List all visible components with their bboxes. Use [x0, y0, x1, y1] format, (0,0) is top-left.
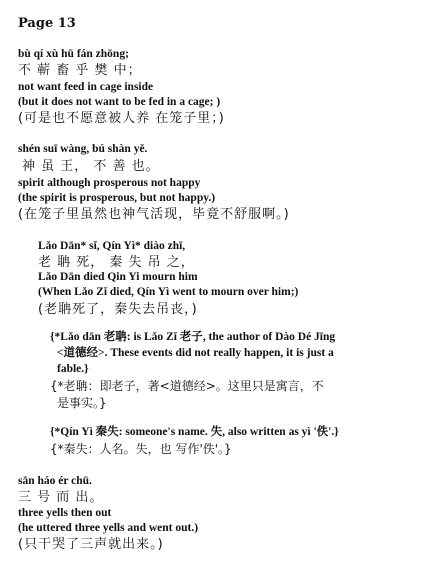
- chinese-line: 老 聃 死， 秦 失 吊 之，: [38, 255, 195, 270]
- translation-line: (he uttered three yells and went out.): [18, 522, 199, 534]
- translation-zh-line: (只干哭了三声就出来。): [18, 537, 164, 552]
- gloss-line: not want feed in cage inside: [18, 81, 154, 93]
- pinyin-line: shén suī wàng, bú shàn yě.: [18, 143, 148, 155]
- pinyin-line: sān háo ér chū.: [18, 475, 92, 487]
- gloss-line: Lǎo Dān died Qin Yi mourn him: [38, 271, 198, 283]
- gloss-line: three yells then out: [18, 507, 112, 519]
- note-en-line: {*Qín Yì 秦失: someone's name. 失, also written as yì '佚'.}: [50, 426, 339, 438]
- translation-line: (the spirit is prosperous, but not happy.): [18, 192, 216, 204]
- note-en-line: <道德经>. These events did not really happen, it is just a: [57, 347, 334, 359]
- chinese-line: 三 号 而 出。: [18, 490, 104, 505]
- note-zh-line: 是事实。}: [57, 396, 107, 410]
- note-en-line: fable.}: [57, 363, 89, 375]
- note-en-line: {*Lǎo dān 老聃: is Lǎo Zǐ 老子, the author of Dào Dé Jīng: [50, 331, 336, 343]
- translation-line: (When Lǎo Zǐ died, Qín Yì went to mourn over him;): [38, 286, 299, 298]
- translation-zh-line: (老聃死了，秦失去吊丧，): [38, 302, 198, 317]
- chinese-line: 神 虽 王， 不 善 也。: [22, 159, 160, 174]
- pinyin-line: bù qí xù hū fán zhōng;: [18, 48, 129, 60]
- pinyin-line: Lǎo Dān* sǐ, Qín Yì* diào zhī,: [38, 240, 186, 252]
- gloss-line: spirit although prosperous not happy: [18, 177, 201, 189]
- page-label: Page 13: [18, 16, 76, 31]
- translation-line: (but it does not want to be fed in a cage; ): [18, 96, 221, 108]
- chinese-line: 不 蕲 畜 乎 樊 中；: [18, 63, 142, 78]
- translation-zh-line: (可是也不愿意被人养 在笼子里；): [18, 111, 225, 126]
- translation-zh-line: (在笼子里虽然也神气活现，毕竟不舒服啊。): [18, 207, 290, 222]
- note-zh-line: {*秦失：人名。失，也 写作'佚'。}: [50, 442, 232, 456]
- note-zh-line: {*老聃：即老子，著<道德经>。这里只是寓言，不: [50, 379, 324, 393]
